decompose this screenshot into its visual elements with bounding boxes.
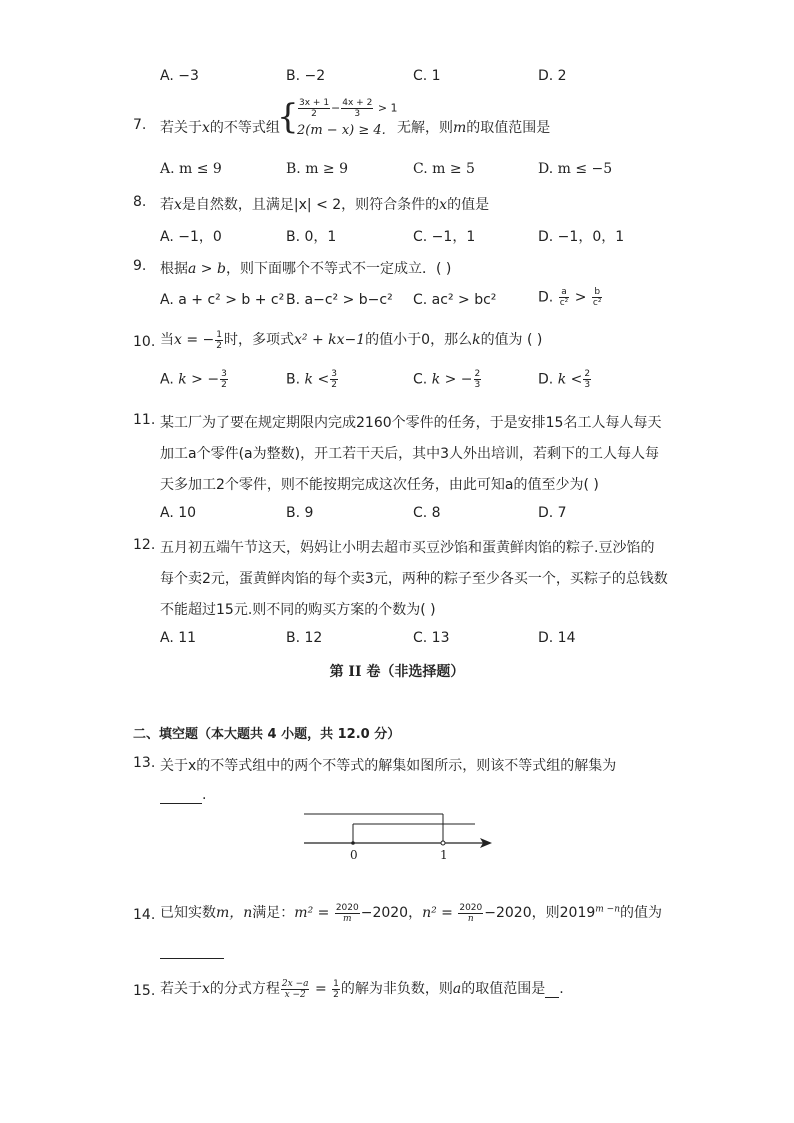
q8-stem bbox=[160, 194, 489, 214]
q12-line-3: 不能超过15元.则不同的购买方案的个数为( ) bbox=[160, 602, 436, 618]
q10-poly: x² + kx−1 bbox=[294, 332, 366, 348]
q7-frac2-den: 3 bbox=[354, 109, 361, 119]
q10-b-expr: k < bbox=[304, 371, 330, 388]
axis-point-1 bbox=[441, 841, 445, 845]
q9-option-c: C. ac² > bc² bbox=[413, 292, 497, 308]
q11-option-c: C. 8 bbox=[413, 505, 441, 521]
q15-f1-num: 2x −a bbox=[281, 978, 309, 989]
q14-eq2-lhs: n² = bbox=[422, 905, 453, 921]
q10-b-label: B. bbox=[286, 371, 301, 388]
q14-eq1-den: m bbox=[343, 913, 352, 924]
q10-c-expr: k > − bbox=[431, 371, 473, 388]
q13-number: 13. bbox=[133, 755, 156, 771]
q10-c-label: C. bbox=[413, 371, 428, 388]
q9-text-a: 根据 bbox=[160, 261, 188, 277]
axis-label-0: 0 bbox=[350, 848, 358, 862]
q7-var-m: m bbox=[453, 120, 467, 136]
q10-text-c: 的值小于0，那么 bbox=[365, 332, 473, 348]
q9-d-label: D. bbox=[538, 289, 554, 306]
q14-eq1-rhs: −2020， bbox=[360, 905, 423, 921]
q7-option-c: C. m ≥ 5 bbox=[413, 161, 475, 177]
axis-label-1: 1 bbox=[440, 848, 448, 862]
q10-frac-den: 2 bbox=[216, 340, 222, 351]
q8-option-b: B. 0，1 bbox=[286, 229, 337, 245]
q14-text-a: 已知实数 bbox=[160, 905, 216, 921]
q11-line-3: 天多加工2个零件，则不能按期完成这次任务，由此可知a的值至少为( ) bbox=[160, 477, 599, 493]
q7-prefix: 若关于 bbox=[160, 120, 202, 136]
q15-f1-den: x −2 bbox=[284, 989, 306, 1000]
q10-b-num: 3 bbox=[331, 369, 337, 379]
q9-d-den-b: c² bbox=[592, 298, 602, 308]
q10-option-a bbox=[160, 369, 229, 390]
q13-blank bbox=[160, 787, 202, 804]
q10-option-d bbox=[538, 369, 592, 390]
q12-option-a: A. 11 bbox=[160, 630, 197, 646]
q8-option-a: A. −1，0 bbox=[160, 229, 222, 245]
q10-option-c bbox=[413, 369, 482, 390]
q14-eq2-num: 2020 bbox=[459, 902, 483, 913]
q15-text-a: 若关于 bbox=[160, 981, 202, 997]
q9-option-a: A. a + c² > b + c² bbox=[160, 292, 285, 308]
q14-blank bbox=[160, 942, 224, 959]
q7-option-d: D. m ≤ −5 bbox=[538, 161, 613, 177]
q9-condition: a > b bbox=[188, 261, 226, 277]
q12-option-b: B. 12 bbox=[286, 630, 323, 646]
q6-option-b: B. −2 bbox=[286, 68, 326, 84]
q8-option-c: C. −1，1 bbox=[413, 229, 476, 245]
q8-number: 8. bbox=[133, 194, 147, 210]
q10-var-k: k bbox=[472, 332, 481, 348]
q10-a-num: 3 bbox=[221, 369, 227, 379]
q7-end: 的取值范围是 bbox=[466, 120, 551, 136]
q7-inequality-2: 2(m − x) ≥ 4. bbox=[297, 123, 386, 138]
q8-option-d: D. −1，0，1 bbox=[538, 229, 625, 245]
q7-frac2-num: 4x + 2 bbox=[342, 98, 373, 108]
q10-text-d: 的值为 ( ) bbox=[480, 332, 543, 348]
q7-var-x: x bbox=[202, 120, 210, 136]
section-title: 第 II 卷（非选择题） bbox=[329, 664, 465, 680]
q7-inequality-1: $\frac{3x + 1}{2}$ − $\frac{4x + 2}{3}$ > 1 bbox=[299, 98, 398, 119]
q8-var-2: x bbox=[439, 197, 448, 213]
q15-number: 15. bbox=[133, 983, 156, 999]
q12-line-2: 每个卖2元，蛋黄鲜肉馅的每个卖3元，两种的粽子至少各买一个，买粽子的总钱数 bbox=[160, 571, 668, 587]
q14-power-exp: m −n bbox=[595, 904, 620, 915]
q12-option-c: C. 13 bbox=[413, 630, 450, 646]
q15-tail: . bbox=[559, 981, 564, 997]
axis-point-0 bbox=[351, 841, 355, 845]
q11-option-a: A. 10 bbox=[160, 505, 197, 521]
q14-answer-line bbox=[160, 942, 224, 959]
q6-option-c: C. 1 bbox=[413, 68, 441, 84]
q9-d-num-a: a bbox=[559, 287, 570, 298]
q15-text-c: 的解为非负数，则 bbox=[340, 981, 453, 997]
q10-a-expr: k > − bbox=[178, 371, 220, 388]
q9-stem bbox=[160, 258, 451, 278]
q8-text-a: 若 bbox=[160, 197, 174, 213]
q10-a-label: A. bbox=[160, 371, 174, 388]
q10-c-den: 3 bbox=[474, 380, 481, 390]
q14-eq2-rhs: −2020，则 bbox=[484, 905, 560, 921]
q10-d-expr: k < bbox=[557, 371, 583, 388]
q7-brace: { bbox=[277, 97, 299, 137]
q9-option-d: D. $\frac{a}{\text{c²}}$ > $\frac{b}{\text{c²}}$ bbox=[538, 287, 602, 308]
q15-f2-num: 1 bbox=[333, 978, 339, 989]
q10-b-den: 2 bbox=[331, 380, 337, 390]
q15-f2-den: 2 bbox=[333, 989, 339, 1000]
q14-eq2-den: n bbox=[467, 913, 474, 924]
q8-var: x bbox=[174, 197, 182, 213]
q14-text-b: 满足： bbox=[252, 905, 295, 921]
q7-option-b: B. m ≥ 9 bbox=[286, 161, 349, 177]
q8-text-b: 是自然数，且满足 bbox=[181, 197, 294, 213]
q14-power-base: 2019 bbox=[559, 905, 596, 921]
q10-option-b bbox=[286, 369, 339, 390]
q10-a-den: 2 bbox=[221, 380, 227, 390]
q10-x-eq: x = − bbox=[174, 332, 215, 348]
q11-option-d: D. 7 bbox=[538, 505, 567, 521]
q12-line-1: 五月初五端午节这天，妈妈让小明去超市买豆沙馅和蛋黄鲜肉馅的粽子.豆沙馅的 bbox=[160, 540, 655, 556]
q13-tail: . bbox=[202, 787, 207, 803]
q11-line-1: 某工厂为了要在规定期限内完成2160个零件的任务，于是安排15名工人每人每天 bbox=[160, 415, 662, 431]
q8-text-c: ，则符合条件的 bbox=[341, 197, 440, 213]
q14-number: 14. bbox=[133, 907, 156, 923]
q10-number: 10. bbox=[133, 334, 156, 350]
q9-d-num-b: b bbox=[592, 287, 603, 298]
q15-var-a: a bbox=[452, 981, 462, 997]
q8-text-d: 的值是 bbox=[447, 197, 490, 213]
q15-stem bbox=[160, 978, 564, 1000]
q9-d-den-a: c² bbox=[559, 298, 569, 308]
q6-option-a: A. −3 bbox=[160, 68, 199, 84]
q15-text-d: 的取值范围是 bbox=[461, 981, 546, 997]
q10-d-label: D. bbox=[538, 371, 554, 388]
q7-stem bbox=[160, 117, 280, 137]
q14-eq1-num: 2020 bbox=[335, 902, 359, 913]
q10-text-a: 当 bbox=[160, 332, 174, 348]
q7-frac1-den: 2 bbox=[311, 109, 317, 119]
q15-text-b: 的分式方程 bbox=[209, 981, 280, 997]
q11-line-2: 加工a个零件(a为整数)，开工若干天后，其中3人外出培训，若剩下的工人每人每 bbox=[160, 446, 659, 462]
q10-d-den: 3 bbox=[584, 380, 591, 390]
q11-number: 11. bbox=[133, 412, 156, 428]
q7-mid: 的不等式组 bbox=[209, 120, 280, 136]
q10-stem bbox=[160, 329, 542, 351]
q7-ineq1-rhs: > 1 bbox=[377, 101, 398, 115]
q10-text-b: 时，多项式 bbox=[224, 332, 294, 348]
q8-abs: |x| < 2 bbox=[293, 197, 342, 213]
q7-tail bbox=[397, 117, 550, 137]
q13-stem: 关于x的不等式组中的两个不等式的解集如图所示，则该不等式组的解集为 bbox=[160, 758, 617, 774]
q10-d-num: 2 bbox=[584, 369, 591, 379]
q10-c-num: 2 bbox=[474, 369, 481, 379]
q14-stem bbox=[160, 902, 662, 924]
q14-text-c: 的值为 bbox=[620, 905, 662, 921]
q7-option-a: A. m ≤ 9 bbox=[160, 161, 222, 177]
number-line-diagram bbox=[300, 808, 495, 863]
q11-option-b: B. 9 bbox=[286, 505, 314, 521]
q15-eq: = bbox=[314, 981, 327, 997]
q6-option-d: D. 2 bbox=[538, 68, 567, 84]
q14-eq1-lhs: m² = bbox=[294, 905, 330, 921]
q14-vars: m，n bbox=[216, 905, 253, 921]
q9-option-b: B. a−c² > b−c² bbox=[286, 292, 393, 308]
q10-frac-num: 1 bbox=[216, 329, 222, 340]
part2-heading: 二、填空题（本大题共 4 小题，共 12.0 分） bbox=[133, 727, 401, 742]
q12-option-d: D. 14 bbox=[538, 630, 576, 646]
q9-number: 9. bbox=[133, 258, 147, 274]
q7-number: 7. bbox=[133, 117, 147, 133]
q15-blank bbox=[545, 981, 559, 998]
q13-answer-line bbox=[160, 787, 206, 804]
q12-number: 12. bbox=[133, 537, 156, 553]
q15-var: x bbox=[202, 981, 210, 997]
q7-frac1-num: 3x + 1 bbox=[299, 98, 330, 108]
q9-text-b: ，则下面哪个不等式不一定成立．( ) bbox=[225, 261, 452, 277]
q7-suffix: 无解，则 bbox=[397, 120, 453, 136]
